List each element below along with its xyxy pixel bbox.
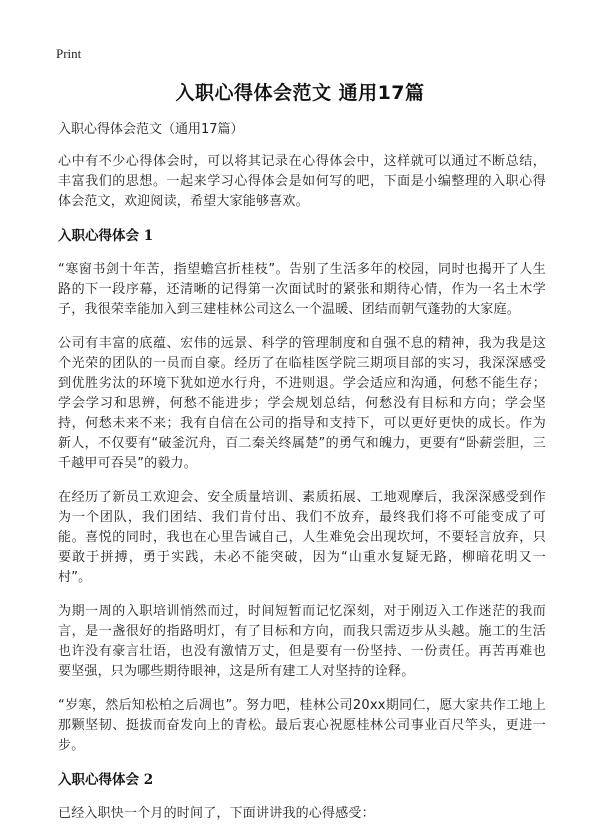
section-1-paragraph-3: 在经历了新员工欢迎会、安全质量培训、素质拓展、工地观摩后，我深深感受到作为一个团队，我们团结、我们肯付出、我们不放弃，最终我们将不可能变成了可能。喜悦的同时，我也在心里告诫自己，人生难免会出现坎坷，不要轻言放弃，只要敢于拼搏，勇于实践，未必不能突破，因为“山重水复疑无路，柳暗花明又一村”。 bbox=[58, 490, 546, 585]
section-1-paragraph-5: “岁寒，然后知松柏之后凋也”。努力吧，桂林公司20xx期同仁，愿大家共作工地上那颗坚韧、挺拔而奋发向上的青松。最后衷心祝愿桂林公司事业百尺竿头，更进一步。 bbox=[58, 698, 546, 753]
page-title: 入职心得体会范文 通用17篇 bbox=[175, 82, 425, 104]
section-1-paragraph-4: 为期一周的入职培训悄然而过，时间短暂而记忆深刻，对于刚迈入工作迷茫的我而言，是一盏很好的指路明灯，有了目标和方向，而我只需迈步从头越。施工的生活也许没有豪言壮语，也没有激情万丈，但是要有一份坚持、一份责任。再苦再难也要坚强，只为哪些期待眼神，这是所有建工人对坚持的诠释。 bbox=[58, 604, 546, 679]
section-1-paragraph-2: 公司有丰富的底蕴、宏伟的远景、科学的管理制度和自强不息的精神，我为我是这个光荣的团队的一员而自豪。经历了在临桂医学院三期项目部的实习，我深深感受到优胜劣汰的环境下犹如逆水行舟，不进则退。学会适应和沟通，何愁不能生存；学会学习和思辨，何愁不能进步；学会规划总结，何愁没有目标和方向；学会坚持，何愁未来不来；我有自信在公司的指导和支持下，可以更好更快的成长。作为新人，不仅要有“破釜沉舟，百二秦关终属楚”的勇气和魄力，更要有“卧薪尝胆，三千越甲可吞吴”的毅力。 bbox=[58, 336, 546, 471]
section-heading-1: 入职心得体会 1 bbox=[58, 228, 154, 244]
section-heading-2: 入职心得体会 2 bbox=[58, 772, 154, 788]
section-2-paragraph-1: 已经入职快一个月的时间了，下面讲讲我的心得感受： bbox=[58, 806, 375, 821]
print-link[interactable]: Print bbox=[56, 46, 82, 61]
section-1-paragraph-1: “寒窗书剑十年苦，指望蟾宫折桂枝”。告别了生活多年的校园，同时也揭开了人生路的下一段序幕，还清晰的记得第一次面试时的紧张和期待心情，作为一名土木学子，我很荣幸能加入到三建桂林公司这么一个温暖、团结而朝气蓬勃的大家庭。 bbox=[58, 262, 546, 317]
document-body bbox=[58, 120, 546, 838]
document-subtitle: 入职心得体会范文（通用17篇） bbox=[58, 122, 244, 137]
intro-paragraph: 心中有不少心得体会时，可以将其记录在心得体会中，这样就可以通过不断总结，丰富我们的思想。一起来学习心得体会是如何写的吧，下面是小编整理的入职心得体会范文，欢迎阅读，希望大家能够喜欢。 bbox=[58, 154, 546, 209]
